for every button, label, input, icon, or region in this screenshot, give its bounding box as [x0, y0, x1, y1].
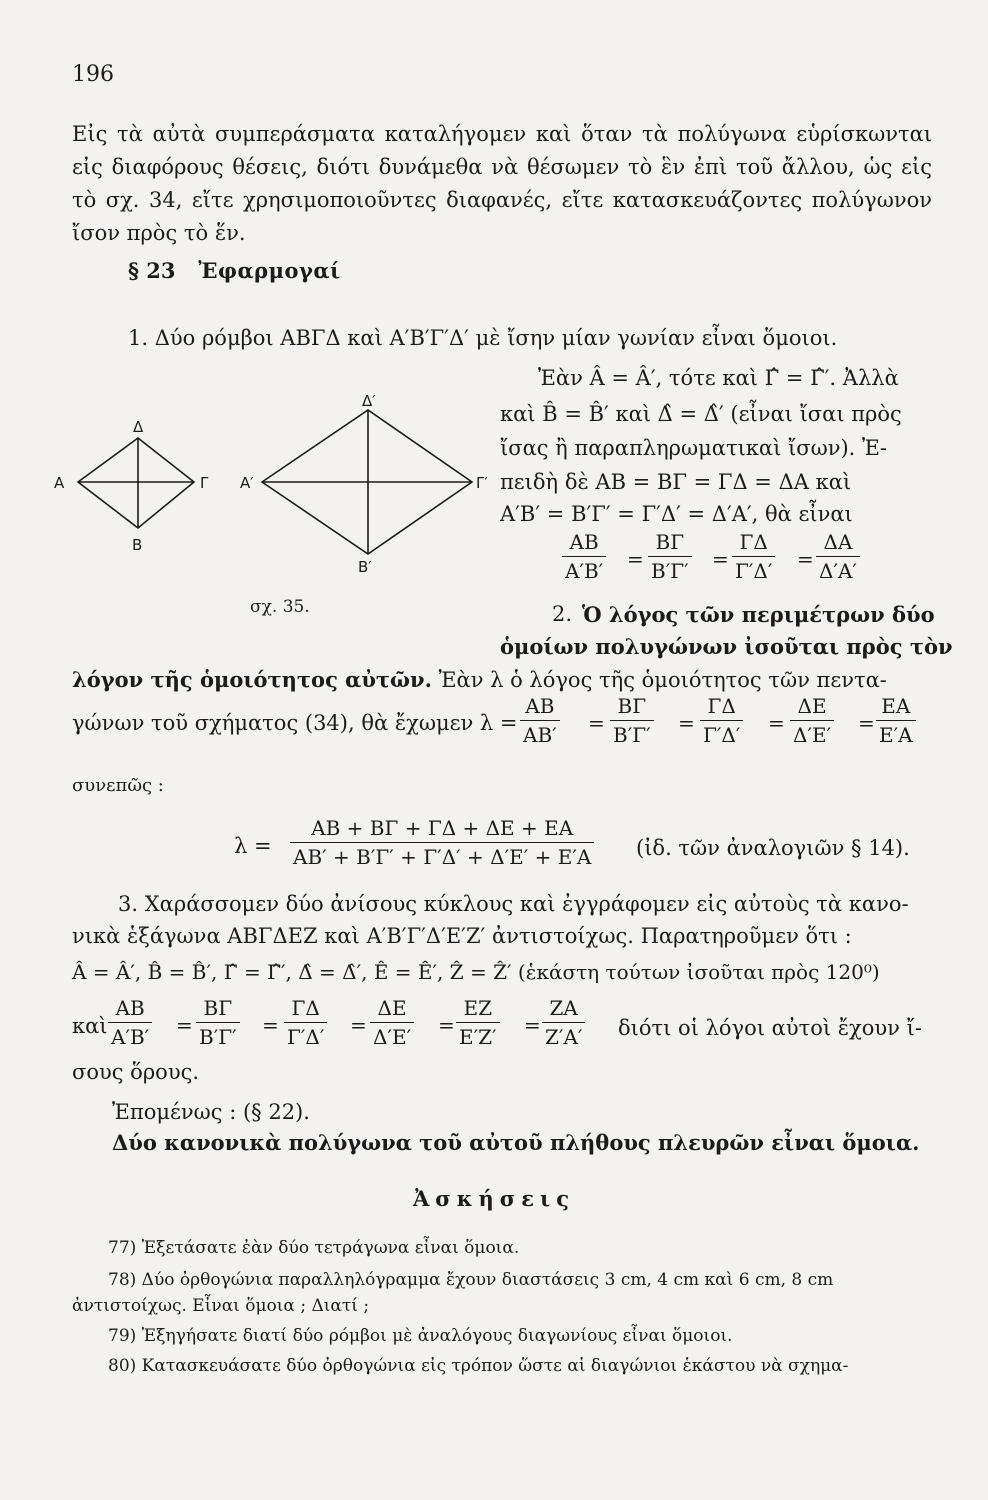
application-2-title: Ὁ λόγος τῶν περιμέτρων δύο — [582, 602, 935, 627]
section-title: Ἐφαρμογαί — [198, 258, 341, 283]
figure-caption: σχ. 35. — [250, 597, 310, 617]
section-number: § 23 — [128, 258, 176, 283]
conclusion-statement: Δύο κανονικὰ πολύγωνα τοῦ αὐτοῦ πλήθους πλευρῶν εἶναι ὅμοια. — [112, 1130, 920, 1155]
ratio-fraction: ΓΔ Γ′Δ′ — [700, 694, 743, 747]
ratio-fraction: ΖΑ Ζ′Α′ — [542, 996, 585, 1049]
application-3-line: νικὰ ἑξάγωνα ΑΒΓΔΕΖ καὶ Α′Β′Γ′Δ′Ε′Ζ′ ἀντιστοίχως. Παρατηροῦμεν ὅτι : — [72, 924, 852, 948]
label-gamma-prime: Γ′ — [476, 474, 488, 492]
intro-paragraph: Εἰς τὰ αὐτὰ συμπεράσματα καταλήγομεν καὶ ὅταν τὰ πολύγωνα εὑρίσκωνται εἰς διαφόρους θέσεις, διότι δυνάμεθα νὰ θέσωμεν τὸ ἓν ἐπὶ τοῦ ἄλλου, ὡς εἰς τὸ σχ. 34, εἴτε χρησιμοποιοῦντες διαφανές, εἴτε κατασκευάζοντες πολύγωνον ἴσον πρὸς τὸ ἕν. — [72, 122, 932, 245]
and-word: καὶ — [72, 1014, 108, 1038]
ratio-fraction: ΑΒ Α′Β′ — [108, 996, 152, 1049]
rhombus-abgd — [78, 438, 194, 528]
application-3-line: Ἐπομένως : (§ 22). — [112, 1100, 310, 1124]
application-2-number: 2. — [552, 602, 573, 626]
section-heading — [128, 258, 341, 283]
application-3-line: σους ὅρους. — [72, 1060, 200, 1084]
exercise-item: 80) Κατασκευάσατε δύο ὀρθογώνια εἰς τρόπον ὥστε αἱ διαγώνιοι ἑκάστου νὰ σχημα- — [108, 1356, 849, 1376]
exercise-item: 79) Ἐξηγήσατε διατί δύο ρόμβοι μὲ ἀναλόγους διαγωνίους εἶναι ὅμοιοι. — [108, 1326, 733, 1346]
label-beta-prime: Β′ — [358, 558, 372, 576]
application-1-statement: 1. Δύο ρόμβοι ΑΒΓΔ καὶ Α′Β′Γ′Δ′ μὲ ἴσην μίαν γωνίαν εἶναι ὅμοιοι. — [128, 326, 838, 350]
application-1-line: Ἐὰν Â = Â′, τότε καὶ Γ̂ = Γ̂′. Ἀλλὰ — [538, 366, 899, 390]
label-gamma: Γ — [200, 474, 209, 492]
equals-sign: = — [524, 1013, 541, 1037]
application-2-title: ὁμοίων πολυγώνων ἰσοῦται πρὸς τὸν — [500, 634, 953, 659]
equals-sign: = — [678, 711, 695, 735]
ratio-fraction: ΓΔ Γ′Δ′ — [732, 530, 775, 583]
lambda-equals: λ = — [234, 834, 272, 858]
equals-sign: = — [712, 547, 729, 571]
equals-sign: = — [627, 547, 644, 571]
ratio-fraction: ΓΔ Γ′Δ′ — [284, 996, 327, 1049]
ratio-fraction: ΔΕ Δ′Ε′ — [370, 996, 414, 1049]
equals-sign: = — [176, 1013, 193, 1037]
ratio-fraction: ΒΓ Β′Γ′ — [196, 996, 240, 1049]
label-delta: Δ — [133, 418, 144, 436]
ratio-fraction: ΑΒ Α′Β′ — [562, 530, 606, 583]
application-1-line: καὶ B̂ = B̂′ καὶ Δ̂ = Δ̂′ (εἶναι ἴσαι πρὸς — [500, 402, 902, 426]
exercise-item: ἀντιστοίχως. Εἶναι ὅμοια ; Διατί ; — [72, 1296, 370, 1316]
application-1-line: ἴσας ἢ παραπληρωματικαὶ ἴσων). Ἐ- — [500, 436, 888, 460]
label-alpha-prime: Α′ — [240, 474, 254, 492]
ratio-fraction: ΒΓ Β′Γ′ — [610, 694, 654, 747]
application-1-line: πειδὴ δὲ ΑΒ = ΒΓ = ΓΔ = ΔΑ καὶ — [500, 470, 852, 494]
ratio-fraction: ΕΑ Ε′Α — [876, 694, 916, 747]
application-3-line: διότι οἱ λόγοι αὐτοὶ ἔχουν ἴ- — [618, 1016, 922, 1040]
equals-sign: = — [350, 1013, 367, 1037]
equals-sign: = — [858, 711, 875, 735]
application-2-line: γώνων τοῦ σχήματος (34), θὰ ἔχωμεν λ = — [72, 711, 518, 735]
label-delta-prime: Δ′ — [362, 392, 376, 410]
page-number: 196 — [72, 62, 114, 87]
ratio-fraction: ΑΒ ΑΒ′ — [520, 694, 560, 747]
therefore-label: συνεπῶς : — [72, 775, 164, 796]
equals-sign: = — [797, 547, 814, 571]
ratio-fraction: ΒΓ Β′Γ′ — [648, 530, 692, 583]
label-alpha: Α — [54, 474, 65, 492]
ratio-fraction: ΔΕ Δ′Ε′ — [790, 694, 834, 747]
application-1-line: Α′Β′ = Β′Γ′ = Γ′Δ′ = Δ′Α′, θὰ εἶναι — [500, 502, 853, 526]
exercise-item: 77) Ἐξετάσατε ἐὰν δύο τετράγωνα εἶναι ὅμοια. — [108, 1238, 520, 1258]
application-2-line: λόγον τῆς ὁμοιότητος αὐτῶν. Ἐὰν λ ὁ λόγος τῆς ὁμοιότητος τῶν πεντα- — [72, 667, 887, 692]
label-beta: Β — [132, 536, 143, 554]
exercises-title: Ἀσκήσεις — [413, 1186, 575, 1211]
equals-sign: = — [438, 1013, 455, 1037]
rhombus-figure — [50, 392, 500, 600]
exercise-item: 78) Δύο ὀρθογώνια παραλληλόγραμμα ἔχουν διαστάσεις 3 cm, 4 cm καὶ 6 cm, 8 cm — [108, 1270, 834, 1290]
equals-sign: = — [262, 1013, 279, 1037]
application-3-line: 3. Χαράσσομεν δύο ἀνίσους κύκλους καὶ ἐγγράφομεν εἰς αὐτοὺς τὰ κανο- — [118, 892, 909, 916]
ratio-fraction: ΕΖ Ε′Ζ′ — [456, 996, 500, 1049]
perimeter-ratio-fraction: ΑΒ + ΒΓ + ΓΔ + ΔΕ + ΕΑ ΑΒ′ + Β′Γ′ + Γ′Δ′ + Δ′Ε′ + Ε′Α — [290, 816, 594, 869]
equals-sign: = — [768, 711, 785, 735]
ratio-fraction: ΔΑ Δ′Α′ — [816, 530, 860, 583]
angle-equalities: Â = Â′, B̂ = B̂′, Γ̂ = Γ̂′, Δ̂ = Δ̂′, Ê = Ê′, Ẑ = Ẑ′ (ἑκάστη τούτων ἰσοῦται πρὸς 120⁰) — [72, 960, 880, 984]
equals-sign: = — [588, 711, 605, 735]
reference-note: (ἰδ. τῶν ἀναλογιῶν § 14). — [636, 836, 910, 860]
